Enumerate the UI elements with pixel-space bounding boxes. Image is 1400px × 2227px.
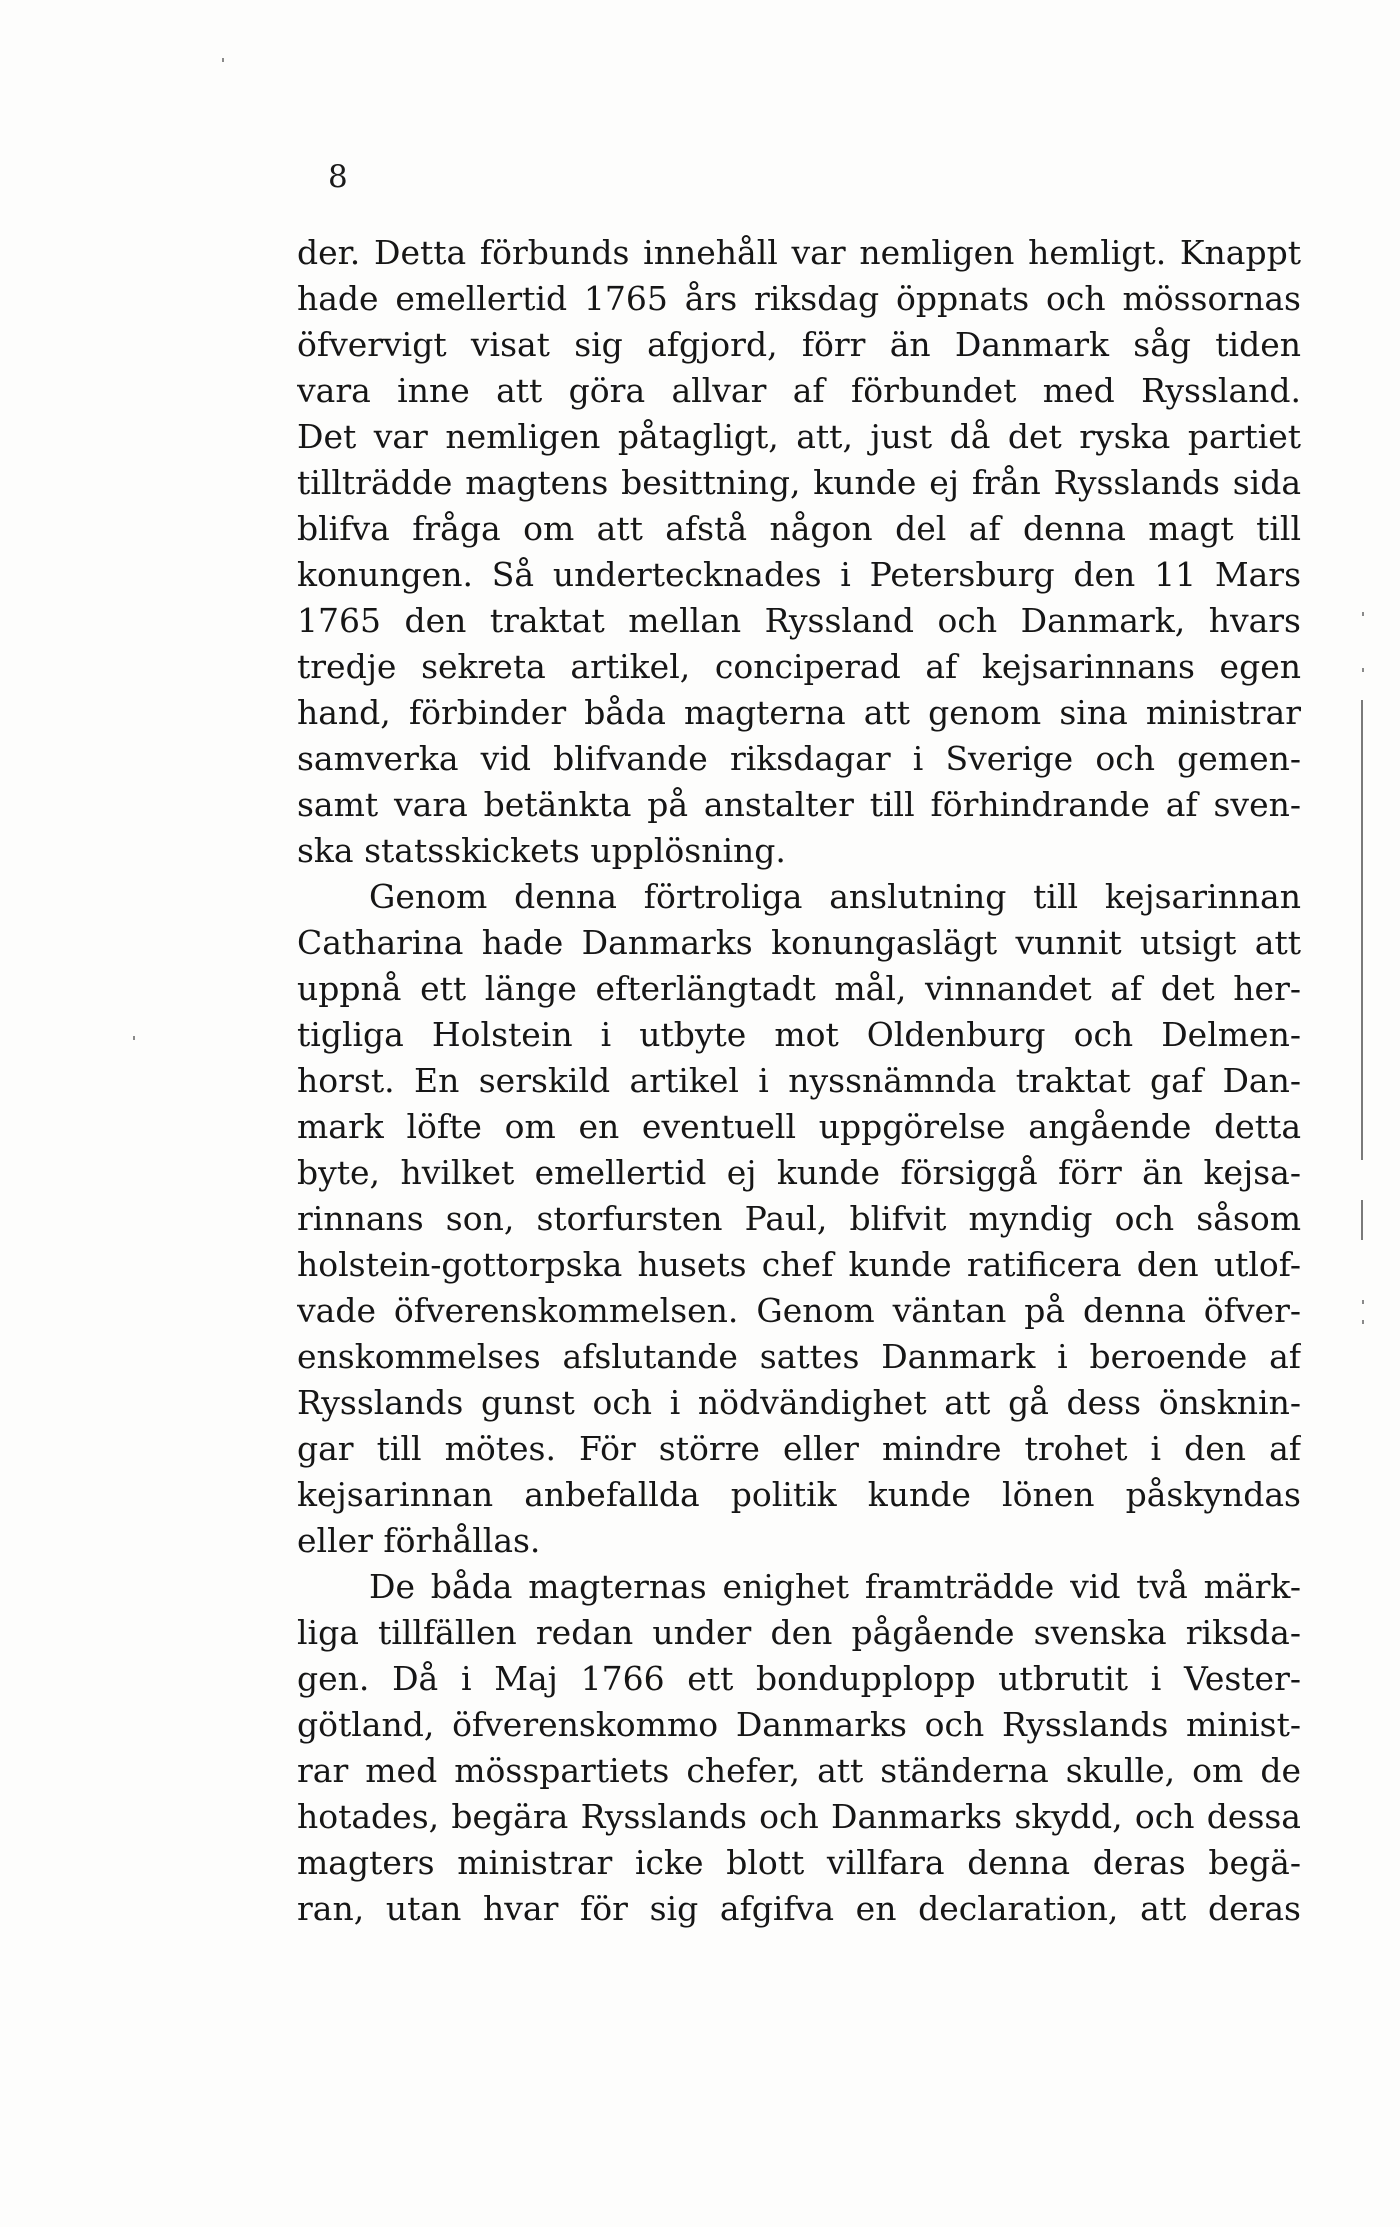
scan-speck (1362, 668, 1364, 672)
text-line: der. Detta förbunds innehåll var nemligen hemligt. Knappt (297, 233, 1301, 272)
text-line: Rysslands gunst och i nödvändighet att gå dess önsknin- (297, 1383, 1301, 1422)
text-line: rinnans son, storfursten Paul, blifvit myndig och såsom (297, 1199, 1301, 1238)
body-text (297, 230, 1301, 1932)
text-line: ran, utan hvar för sig afgifva en declaration, att deras (297, 1889, 1301, 1928)
text-line: magters ministrar icke blott villfara denna deras begä- (297, 1843, 1301, 1882)
text-line: hade emellertid 1765 års riksdag öppnats och mössornas (297, 279, 1301, 318)
text-line: tillträdde magtens besittning, kunde ej från Rysslands sida (297, 463, 1301, 502)
text-line: gen. Då i Maj 1766 ett bondupplopp utbrutit i Vester- (297, 1659, 1301, 1698)
scan-speck (222, 58, 224, 62)
paragraph-first-line: Genom denna förtroliga anslutning till kejsarinnan (369, 877, 1301, 916)
text-line: götland, öfverenskommo Danmarks och Rysslands minist- (297, 1705, 1301, 1744)
text-line: tredje sekreta artikel, conciperad af kejsarinnans egen (297, 647, 1301, 686)
text-line: kejsarinnan anbefallda politik kunde lönen påskyndas (297, 1475, 1301, 1514)
text-line: horst. En serskild artikel i nyssnämnda traktat gaf Dan- (297, 1061, 1301, 1100)
paragraph-first-line: De båda magternas enighet framträdde vid två märk- (369, 1567, 1301, 1606)
scan-speck (1362, 1320, 1364, 1324)
text-line: öfvervigt visat sig afgjord, förr än Danmark såg tiden (297, 325, 1301, 364)
text-line: vara inne att göra allvar af förbundet med Ryssland. (297, 371, 1301, 410)
text-line: vade öfverenskommelsen. Genom väntan på denna öfver- (297, 1291, 1301, 1330)
text-line: gar till mötes. För större eller mindre trohet i den af (297, 1429, 1301, 1468)
text-line: ska statsskickets upplösning. (297, 831, 786, 870)
text-line: 1765 den traktat mellan Ryssland och Danmark, hvars (297, 601, 1301, 640)
text-line: enskommelses afslutande sattes Danmark i beroende af (297, 1337, 1301, 1376)
text-line: holstein-gottorpska husets chef kunde ratificera den utlof- (297, 1245, 1301, 1284)
text-line: mark löfte om en eventuell uppgörelse angående detta (297, 1107, 1301, 1146)
text-line: samverka vid blifvande riksdagar i Sverige och gemen- (297, 739, 1301, 778)
text-line: liga tillfällen redan under den pågående svenska riksda- (297, 1613, 1301, 1652)
scan-edge-mark (1361, 700, 1363, 1160)
text-line: hotades, begära Rysslands och Danmarks skydd, och dessa (297, 1797, 1301, 1836)
text-line: samt vara betänkta på anstalter till förhindrande af sven- (297, 785, 1301, 824)
scan-speck (133, 1036, 135, 1040)
text-line: tigliga Holstein i utbyte mot Oldenburg och Delmen- (297, 1015, 1301, 1054)
text-line: blifva fråga om att afstå någon del af denna magt till (297, 509, 1301, 548)
text-line: uppnå ett länge efterlängtadt mål, vinnandet af det her- (297, 969, 1301, 1008)
page-number: 8 (328, 159, 348, 195)
text-line: eller förhållas. (297, 1521, 541, 1560)
scan-edge-mark (1361, 1200, 1363, 1240)
text-line: Catharina hade Danmarks konungaslägt vunnit utsigt att (297, 923, 1301, 962)
scan-speck (1362, 1300, 1364, 1304)
text-line: konungen. Så undertecknades i Petersburg den 11 Mars (297, 555, 1301, 594)
text-line: rar med mösspartiets chefer, att ständerna skulle, om de (297, 1751, 1301, 1790)
text-line: hand, förbinder båda magterna att genom sina ministrar (297, 693, 1301, 732)
scan-speck (1362, 612, 1364, 616)
text-line: byte, hvilket emellertid ej kunde försiggå förr än kejsa- (297, 1153, 1301, 1192)
text-line: Det var nemligen påtagligt, att, just då det ryska partiet (297, 417, 1301, 456)
